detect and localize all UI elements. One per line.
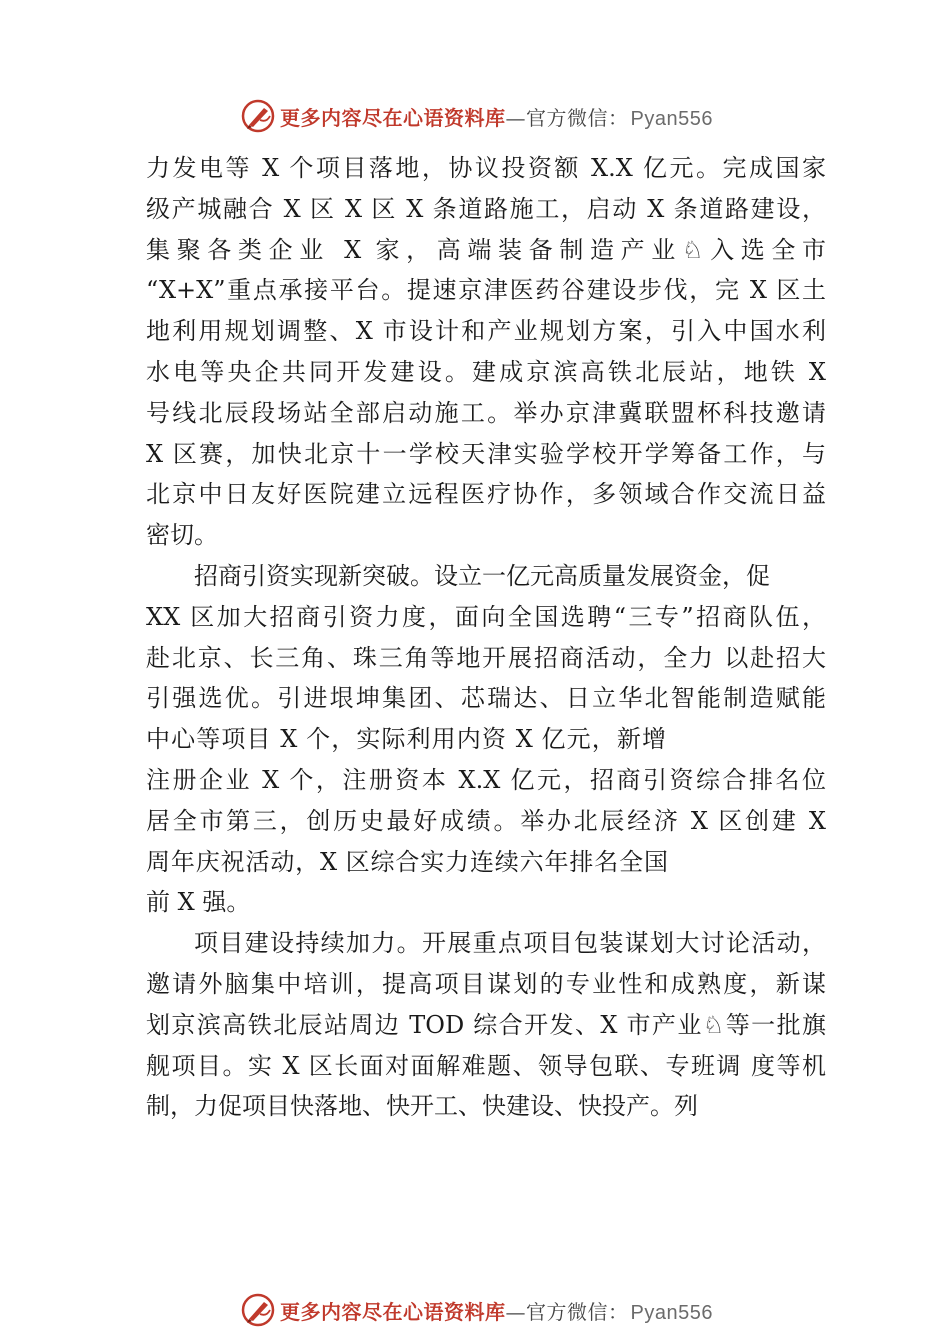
banner-dash: —	[505, 1299, 526, 1324]
pen-logo-icon	[240, 1292, 276, 1328]
text-line: 集聚各类企业 X 家，高端装备制造产业♘入选全市	[146, 235, 826, 264]
text-line: 级产城融合 X 区 X 区 X 条道路施工，启动 X 条道路建设，	[146, 194, 826, 223]
text-line: XX 区加大招商引资力度，面向全国选聘“三专”招商队伍，	[146, 602, 826, 631]
text-line: 前 X 强。	[146, 888, 251, 917]
text-line: 制，力促项目快落地、快开工、快建设、快投产。列	[146, 1092, 698, 1121]
banner-account-id: Pyan556	[630, 107, 713, 130]
banner-account-id: Pyan556	[630, 1301, 713, 1324]
text-line: 引强选优。引进垠坤集团、芯瑞达、日立华北智能制造赋能	[146, 684, 826, 713]
footer-watermark-banner	[240, 1290, 720, 1330]
text-line: 地利用规划调整、X 市设计和产业规划方案，引入中国水利	[146, 317, 826, 346]
text-line: 中心等项目 X 个，实际利用内资 X 亿元，新增	[146, 725, 666, 754]
text-line: 划京滨高铁北辰站周边 TOD 综合开发、X 市产业♘等一批旗	[146, 1010, 826, 1039]
text-line: 赴北京、长三角、珠三角等地开展招商活动，全力 以赴招大	[146, 643, 826, 672]
text-line: 号线北辰段场站全部启动施工。举办京津冀联盟杯科技邀请	[146, 398, 826, 427]
banner-title: 更多内容尽在心语资料库	[280, 1299, 506, 1324]
paragraph-heading-line: 项目建设持续加力。开展重点项目包装谋划大讨论活动，	[194, 929, 826, 958]
banner-dash: —	[505, 105, 526, 130]
text-line: 力发电等 X 个项目落地，协议投资额 X.X 亿元。完成国家	[146, 154, 826, 182]
document-body	[146, 148, 826, 1127]
text-line: “X+X”重点承接平台。提速京津医药谷建设步伐，完 X 区土	[146, 276, 826, 305]
pen-logo-icon	[240, 98, 276, 134]
banner-title: 更多内容尽在心语资料库	[280, 105, 506, 130]
banner-account-label: 官方微信：	[526, 1299, 629, 1324]
text-line: 密切。	[146, 521, 218, 550]
banner-text	[280, 1296, 713, 1325]
text-line: 北京中日友好医院建立远程医疗协作，多领域合作交流日益	[146, 480, 826, 509]
header-watermark-banner	[240, 96, 720, 136]
text-line: 邀请外脑集中培训，提高项目谋划的专业性和成熟度，新谋	[146, 969, 826, 998]
text-line: 水电等央企共同开发建设。建成京滨高铁北辰站，地铁 X	[146, 357, 826, 386]
paragraph-heading-line: 招商引资实现新突破。设立一亿元高质量发展资金，促	[194, 561, 770, 590]
text-line: 舰项目。实 X 区长面对面解难题、领导包联、专班调 度等机	[146, 1051, 826, 1080]
text-line: 居全市第三，创历史最好成绩。举办北辰经济 X 区创建 X	[146, 806, 826, 835]
banner-text	[280, 102, 713, 131]
text-line: 周年庆祝活动，X 区综合实力连续六年排名全国	[146, 847, 668, 876]
text-line: 注册企业 X 个，注册资本 X.X 亿元，招商引资综合排名位	[146, 765, 826, 794]
text-line: X 区赛，加快北京十一学校天津实验学校开学筹备工作，与	[146, 439, 826, 468]
banner-account-label: 官方微信：	[526, 105, 629, 130]
